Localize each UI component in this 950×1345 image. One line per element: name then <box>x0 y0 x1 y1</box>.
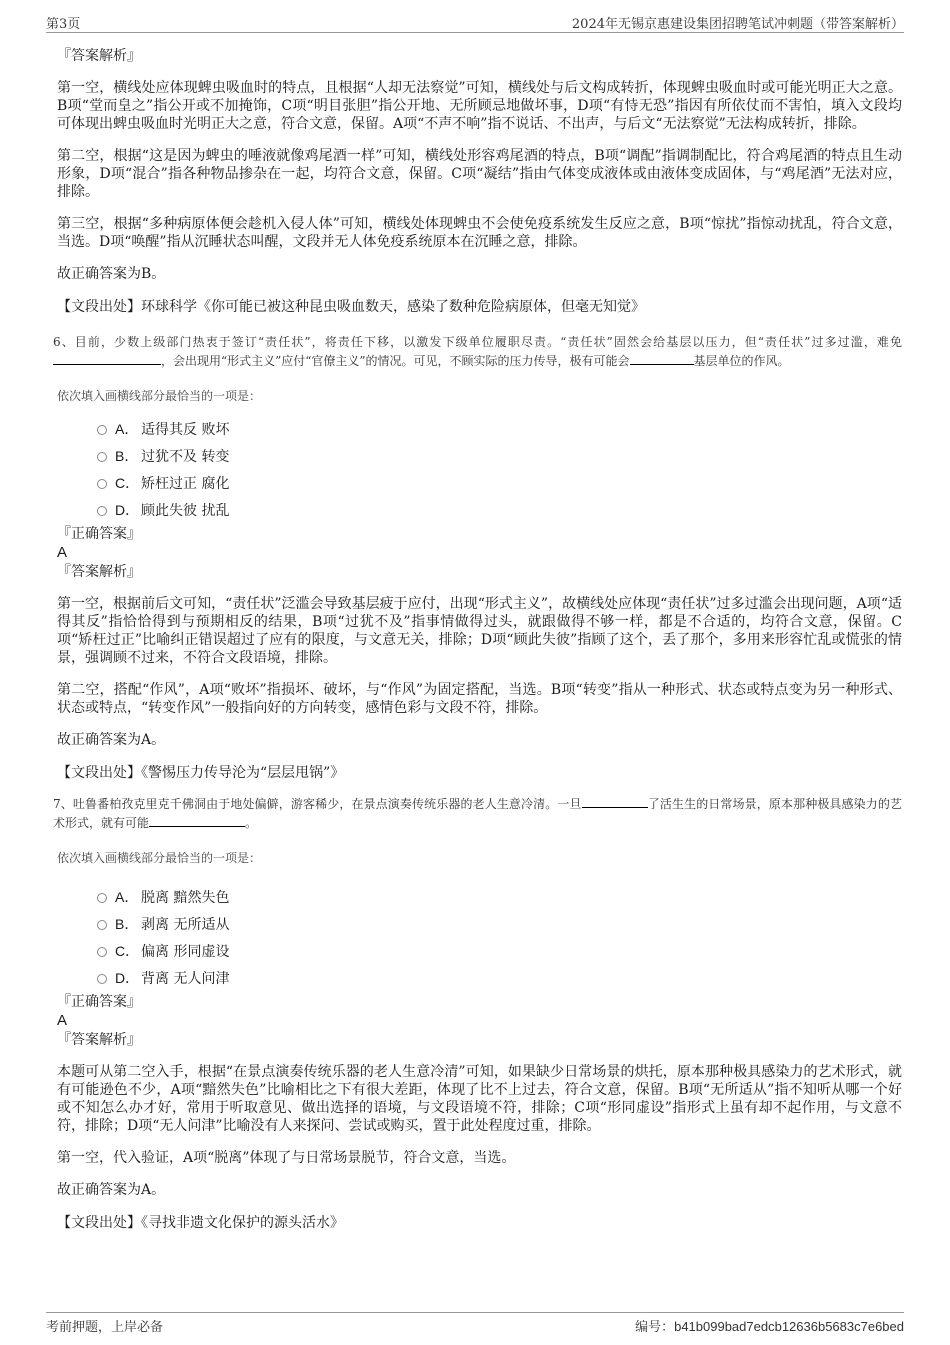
fill-blank <box>582 795 648 808</box>
analysis-label: 『答案解析』 <box>57 48 141 64</box>
radio-button[interactable] <box>97 920 107 930</box>
analysis-label: 『答案解析』 <box>57 1032 141 1048</box>
analysis-paragraph: 第二空，根据“这是因为蜱虫的唾液就像鸡尾酒一样”可知，横线处形容鸡尾酒的特点，B项“调配”指调制配比，符合鸡尾酒的特点且生动形象，D项“混合”指各种物品掺杂在一起，均符合文意，保留。C项“凝结”指由气体变成液体或由液体变成固体，与“鸡尾酒”无法对应，排除。 <box>57 148 902 200</box>
option-a[interactable]: A． 脱离 黯然失色 <box>57 884 902 911</box>
correct-answer: A <box>57 544 68 561</box>
fill-blank <box>630 352 694 365</box>
analysis-paragraph: 第三空，根据“多种病原体便会趁机入侵人体”可知，横线处体现蜱虫不会使免疫系统发生反应之意，B项“惊扰”指惊动扰乱，符合文意，当选。D项“唤醒”指从沉睡状态叫醒，文段并无人体免疫系统原本在沉睡之意，排除。 <box>57 216 902 250</box>
option-a[interactable]: A． 适得其反 败坏 <box>57 416 902 443</box>
option-d[interactable]: D． 背离 无人问津 <box>57 965 902 992</box>
fill-blank <box>149 814 245 827</box>
option-c[interactable]: C． 矫枉过正 腐化 <box>57 470 902 497</box>
analysis-paragraph: 第一空，横线处应体现蜱虫吸血时的特点，且根据“人却无法察觉”可知，横线处与后文构成转折，体现蜱虫吸血时或可能光明正大之意。B项“堂而皇之”指公开或不加掩饰，C项“明目张胆”指公开地、无所顾忌地做坏事，D项“有恃无恐”指因有所依仗而不害怕，填入文段均可体现出蜱虫吸血时光明正大之意，符合文意，保留。A项“不声不响”指不说话、不出声，与后文“无法察觉”无法构成转折，排除。 <box>57 80 902 132</box>
option-d[interactable]: D． 顾此失彼 扰乱 <box>57 497 902 524</box>
question-7-hint: 依次填入画横线部分最恰当的一项是： <box>57 851 262 865</box>
radio-button[interactable] <box>97 974 107 984</box>
option-b[interactable]: B． 过犹不及 转变 <box>57 443 902 470</box>
radio-button[interactable] <box>97 479 107 489</box>
document-title: 2024年无锡京惠建设集团招聘笔试冲刺题（带答案解析） <box>571 17 904 32</box>
question-6-options <box>57 416 902 524</box>
radio-button[interactable] <box>97 506 107 516</box>
correct-answer-label: 『正确答案』 <box>57 994 141 1010</box>
radio-button[interactable] <box>97 893 107 903</box>
correct-answer: A <box>57 1012 68 1029</box>
analysis-paragraph: 第二空，搭配“作风”，A项“败坏”指损坏、破坏，与“作风”为固定搭配，当选。B项“转变”指从一种形式、状态或特点变为另一种形式、状态或特点，“转变作风”一般指向好的方向转变，感情色彩与文段不符，排除。 <box>57 682 902 716</box>
document-code: 编号：b41b099bad7edcb12636b5683c7e6bed <box>635 1319 904 1335</box>
fill-blank <box>53 352 161 365</box>
radio-button[interactable] <box>97 947 107 957</box>
footer-slogan: 考前押题，上岸必备 <box>46 1320 164 1335</box>
page-content <box>53 46 902 1233</box>
page-footer <box>46 1312 904 1333</box>
page-number: 第3页 <box>46 17 81 32</box>
text-source: 【文段出处】《警惕压力传导沦为“层层甩锅”》 <box>57 765 345 781</box>
question-7-text: 7、吐鲁番柏孜克里克千佛洞由于地处偏僻，游客稀少，在景点演奏传统乐器的老人生意冷清。一旦 了活生生的日常场景，原本那种极具感染力的艺术形式，就有可能 。 <box>53 797 902 830</box>
answer-conclusion: 故正确答案为A。 <box>57 732 166 748</box>
radio-button[interactable] <box>97 452 107 462</box>
answer-conclusion: 故正确答案为B。 <box>57 266 166 282</box>
option-b[interactable]: B． 剥离 无所适从 <box>57 911 902 938</box>
question-7-options <box>57 884 902 992</box>
answer-conclusion: 故正确答案为A。 <box>57 1182 166 1198</box>
analysis-label: 『答案解析』 <box>57 564 141 580</box>
analysis-paragraph: 本题可从第二空入手，根据“在景点演奏传统乐器的老人生意冷清”可知，如果缺少日常场景的烘托，原本那种极具感染力的艺术形式，就有可能逊色不少，A项“黯然失色”比喻相比之下有很大差距，体现了比不上过去，符合文意，保留。B项“无所适从”指不知听从哪一个好或不知怎么办才好，常用于听取意见、做出选择的语境，与文段语境不符，排除；C项“形同虚设”指形式上虽有却不起作用，与文意不符，排除；D项“无人问津”比喻没有人来探问、尝试或购买，置于此处程度过重，排除。 <box>57 1064 902 1134</box>
analysis-paragraph: 第一空，代入验证，A项“脱离”体现了与日常场景脱节，符合文意，当选。 <box>57 1150 516 1166</box>
text-source: 【文段出处】环球科学《你可能已被这种昆虫吸血数天，感染了数种危险病原体，但毫无知觉》 <box>57 299 645 315</box>
radio-button[interactable] <box>97 425 107 435</box>
question-6-text: 6、目前，少数上级部门热衷于签订“责任状”，将责任下移，以激发下级单位履职尽责。“责任状”固然会给基层以压力，但“责任状”过多过滥，难免，会出现用“形式主义”应付“官僚主义”的情况。可见，不顾实际的压力传导，极有可能会 基层单位的作风。 <box>53 335 902 368</box>
correct-answer-label: 『正确答案』 <box>57 526 141 542</box>
text-source: 【文段出处】《寻找非遗文化保护的源头活水》 <box>57 1215 344 1231</box>
option-c[interactable]: C． 偏离 形同虚设 <box>57 938 902 965</box>
question-6-hint: 依次填入画横线部分最恰当的一项是： <box>57 389 262 403</box>
page-header <box>46 10 904 33</box>
analysis-paragraph: 第一空，根据前后文可知，“责任状”泛滥会导致基层疲于应付，出现“形式主义”，故横线处应体现“责任状”过多过滥会出现问题，A项“适得其反”指恰恰得到与预期相反的结果，B项“过犹不及”指事情做得过头，就跟做得不够一样，都是不合适的，均符合文意，保留。C项“矫枉过正”比喻纠正错误超过了应有的限度，与文意无关，排除；D项“顾此失彼”指顾了这个，丢了那个，多用来形容忙乱或慌张的情景，强调顾不过来，不符合文段语境，排除。 <box>57 596 902 666</box>
